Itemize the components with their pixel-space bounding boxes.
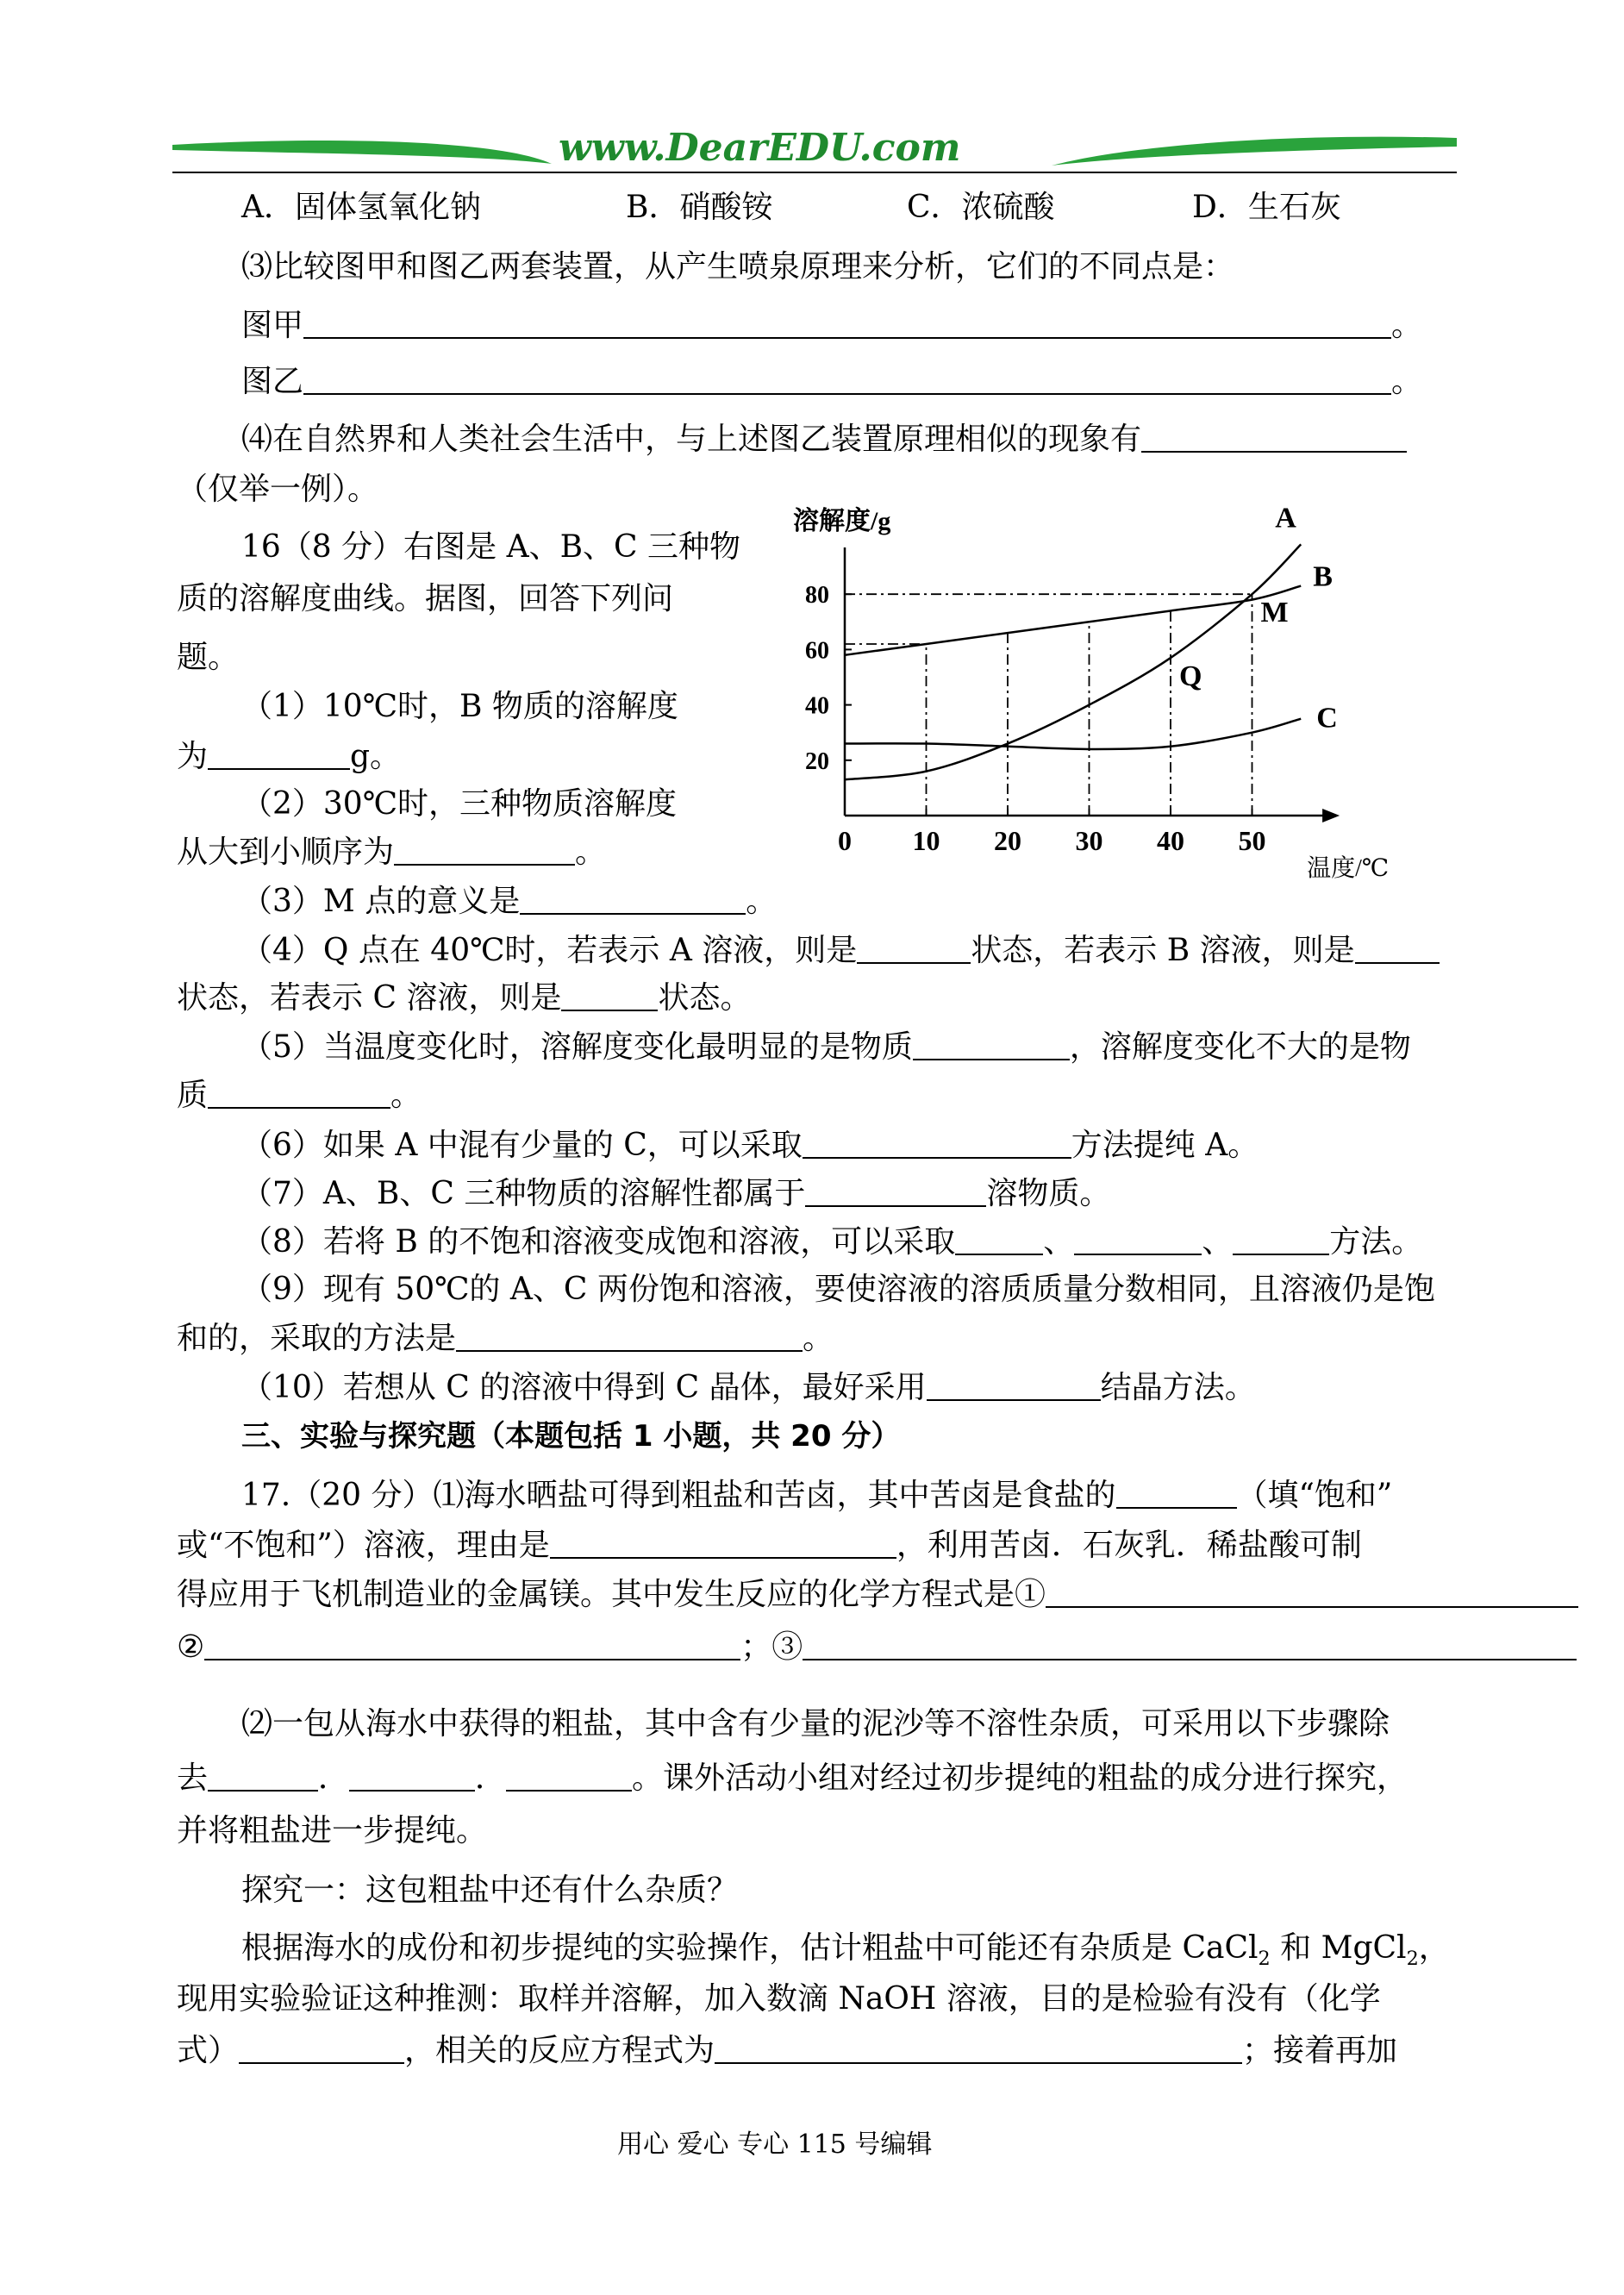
q16-sub8-a: （8）若将 B 的不饱和溶液变成饱和溶液，可以采取 [241,1224,956,1260]
q15-fig-a-end: 。 [1391,308,1423,343]
y-tick-label: 40 [805,692,829,720]
q17-l8: 探究一：这包粗盐中还有什么杂质？ [241,1873,739,1908]
q16-intro-3: 题。 [177,640,240,675]
footer-text: 用心 爱心 专心 115 号编辑 [617,2129,933,2160]
q16-sub9-a: （9）现有 50℃的 A、C 两份饱和溶液，要使溶液的溶质质量分数相同，且溶液仍是饱 [241,1272,1435,1307]
q17-blank-step-1[interactable] [208,1764,318,1792]
q15-part4-text: ⑷在自然界和人类社会生活中，与上述图乙装置原理相似的现象有 [241,422,1142,457]
q15-fig-b-end: 。 [1391,364,1423,399]
chart-series [845,544,1301,779]
q15-fig-b-line [241,362,1422,402]
q16-sub1-unit: g。 [350,739,402,774]
q15-fig-a-label: 图甲 [241,308,304,343]
q16-sub9-line2 [177,1319,834,1359]
chart-axes [845,547,1340,822]
q17-blank-equation-2[interactable] [204,1633,740,1660]
q16-sub4-blank-b[interactable] [1355,936,1440,964]
q16-sub4-d: 状态。 [658,980,752,1016]
q17-l2-a: 或“不饱和”）溶液，理由是 [177,1528,550,1563]
q16-sub4-line [241,931,1440,971]
q16-sub3-line [241,882,777,922]
q17-l9-a: 根据海水的成份和初步提纯的实验操作，估计粗盐中可能还有杂质是 CaCl [241,1930,1259,1966]
q15-option-b: B．硝酸铵 [626,190,773,225]
q16-sub10-b: 结晶方法。 [1100,1370,1256,1405]
q16-sub7-b: 溶物质。 [986,1176,1111,1211]
q17-l1-b: （填“饱和” [1236,1478,1393,1513]
y-tick-label: 60 [805,637,829,665]
q16-sub1-a: （1）10℃时，B 物质的溶解度 [241,689,678,724]
series-B-curve [845,586,1301,655]
q15-fig-b-blank[interactable] [303,367,1391,395]
q16-sub6-line [241,1126,1259,1166]
q16-sub4-a: （4）Q 点在 40℃时，若表示 A 溶液，则是 [241,933,858,968]
q15-option-d: D．生石灰 [1192,190,1341,225]
q16-sub5-c: 质 [177,1078,209,1113]
q17-l6-a: 去 [177,1760,209,1796]
q16-sub10-line [241,1368,1256,1408]
point-Q-label: Q [1179,660,1202,693]
q16-sub4-blank-a[interactable] [857,936,971,964]
q16-intro-2: 质的溶解度曲线。据图，回答下列问 [177,581,674,616]
q15-fig-b-label: 图乙 [241,364,304,399]
q17-l9-sub2: 2 [1406,1948,1419,1971]
q16-sub7-a: （7）A、B、C 三种物质的溶解性都属于 [241,1176,806,1211]
q16-sub6-blank[interactable] [803,1131,1071,1159]
q16-sub8-blank-b[interactable] [1074,1228,1202,1255]
q17-blank-reason[interactable] [550,1531,896,1559]
q16-intro-1: 16（8 分）右图是 A、B、C 三种物 [241,529,741,565]
y-tick-label: 80 [805,582,829,610]
q17-l11-c: ；接着再加 [1242,2033,1398,2068]
q16-sub4-blank-c[interactable] [561,984,658,1011]
q16-sub5-blank-a[interactable] [913,1033,1070,1060]
q16-sub5-b: ，溶解度变化不大的是物 [1069,1029,1411,1065]
x-axis-title: 温度/℃ [1307,855,1390,882]
x-tick-label: 50 [1238,825,1266,856]
series-C-curve [845,719,1301,749]
q16-sub4-line2 [177,979,751,1018]
q17-blank-equation-1[interactable] [1046,1580,1578,1608]
q16-sub7-blank[interactable] [805,1179,986,1207]
header-logo-bar [172,121,1457,181]
q16-sub8-blank-a[interactable] [955,1228,1043,1255]
x-tick-label: 10 [912,825,940,856]
x-tick-label: 30 [1075,825,1103,856]
q16-sub5-end: 。 [390,1078,422,1113]
q16-sub5-blank-b[interactable] [208,1081,390,1109]
q16-sub1-b: 为 [177,739,209,774]
x-tick-label: 20 [994,825,1021,856]
q16-sub2-blank[interactable] [394,838,575,866]
x-tick-label: 40 [1157,825,1184,856]
q17-l6-sep-2: ． [475,1760,507,1796]
q16-sub2-b: 从大到小顺序为 [177,835,395,870]
y-tick-label: 20 [805,747,829,775]
q17-l9-c: ， [1418,1930,1450,1966]
q17-l9-sub1: 2 [1258,1948,1271,1971]
q17-l3-a: 得应用于飞机制造业的金属镁。其中发生反应的化学方程式是① [177,1577,1046,1612]
q17-blank-formula[interactable] [239,2036,404,2064]
q16-sub9-b: 和的，采取的方法是 [177,1321,457,1356]
y-axis-title: 溶解度/g [793,507,891,535]
q16-sub8-b: 方法。 [1329,1224,1423,1260]
q16-sub10-a: （10）若想从 C 的溶液中得到 C 晶体，最好采用 [241,1370,927,1405]
x-tick-label: 0 [838,825,852,856]
q15-fig-a-blank[interactable] [303,311,1391,339]
chart-labels [793,502,1389,882]
q17-l10: 现用实验验证这种推测：取样并溶解，加入数滴 NaOH 溶液，目的是检验有没有（化学 [177,1981,1381,2017]
q17-blank-step-3[interactable] [506,1764,632,1792]
q16-sub4-c: 状态，若表示 C 溶液，则是 [177,980,562,1016]
q17-l6-b: 。课外活动小组对经过初步提纯的粗盐的成分进行探究， [632,1760,1409,1796]
solubility-chart [776,498,1390,886]
q17-line-4 [177,1628,1577,1667]
q17-l6-sep-1: ． [318,1760,350,1796]
q15-option-a: A．固体氢氧化钠 [241,190,481,225]
q17-blank-step-2[interactable] [349,1764,475,1792]
x-axis-arrow [1322,809,1340,822]
header-logo-text: www.DearEDU.com [559,126,961,170]
q16-sub1-line [177,737,401,777]
q17-l5: ⑵一包从海水中获得的粗盐，其中含有少量的泥沙等不溶性杂质，可采用以下步骤除 [241,1706,1390,1742]
q16-sub3-end: 。 [746,884,778,919]
series-C-label: C [1316,702,1338,735]
q17-line-3 [177,1575,1578,1615]
q15-option-c: C．浓硫酸 [907,190,1055,225]
q16-sub5-line [241,1028,1411,1067]
q15-part3-text: ⑶比较图甲和图乙两套装置，从产生喷泉原理来分析，它们的不同点是： [241,249,1235,285]
q16-sub2-end: 。 [575,835,607,870]
q16-sub9-end: 。 [803,1321,834,1356]
q16-sub4-b: 状态，若表示 B 溶液，则是 [971,933,1355,968]
q17-l1-a: 17.（20 分）⑴海水晒盐可得到粗盐和苦卤，其中苦卤是食盐的 [241,1478,1116,1513]
q17-line-2 [177,1526,1362,1566]
q16-sub9-blank[interactable] [456,1324,803,1352]
q16-sub10-blank[interactable] [927,1373,1101,1401]
q16-sub7-line [241,1174,1110,1214]
series-A-label: A [1275,502,1296,535]
point-M-label: M [1260,597,1289,629]
section3-title: 三、实验与探究题（本题包括 1 小题，共 20 分） [241,1419,901,1454]
q17-l11-a: 式） [177,2033,240,2068]
series-B-label: B [1313,560,1333,593]
q16-sub2-line [177,833,606,872]
q16-sub1-blank[interactable] [208,742,350,770]
q16-sub6-a: （6）如果 A 中混有少量的 C，可以采取 [241,1128,803,1163]
q16-sub2-a: （2）30℃时，三种物质溶解度 [241,786,677,822]
q17-line-6 [177,1759,1408,1798]
q16-sub6-b: 方法提纯 A。 [1071,1128,1259,1163]
q16-sub5-a: （5）当温度变化时，溶解度变化最明显的是物质 [241,1029,913,1065]
q17-blank-saturation[interactable] [1116,1481,1237,1509]
q17-blank-equation-3[interactable] [803,1633,1577,1660]
q17-line-1 [241,1476,1392,1516]
q16-sub3-a: （3）M 点的意义是 [241,884,521,919]
q15-fig-a-line [241,306,1422,346]
q16-sub8-sep-2: 、 [1202,1224,1234,1260]
header-right-swoosh [1052,137,1457,166]
q16-sub8-blank-c[interactable] [1233,1228,1329,1255]
q16-sub3-blank[interactable] [520,887,746,915]
q16-sub8-line [241,1223,1422,1262]
q16-sub5-line2 [177,1076,422,1116]
q15-part4-tail: （仅举一例）。 [177,472,379,507]
q17-l2-b: ，利用苦卤．石灰乳．稀盐酸可制 [896,1528,1362,1563]
q17-l11-b: ，相关的反应方程式为 [404,2033,715,2068]
q15-part4-line [241,420,1407,460]
q15-part4-blank[interactable] [1141,425,1407,453]
header-left-swoosh [172,141,552,164]
q17-line-9 [241,1929,1450,1979]
q17-l4-a: ② [177,1629,205,1665]
q17-line-11 [177,2031,1397,2071]
q17-l4-b: ；③ [740,1629,803,1665]
q17-blank-reaction[interactable] [715,2036,1242,2064]
q17-l9-b: 和 MgCl [1270,1930,1407,1966]
q16-sub8-sep-1: 、 [1043,1224,1075,1260]
q17-l7: 并将粗盐进一步提纯。 [177,1813,488,1848]
